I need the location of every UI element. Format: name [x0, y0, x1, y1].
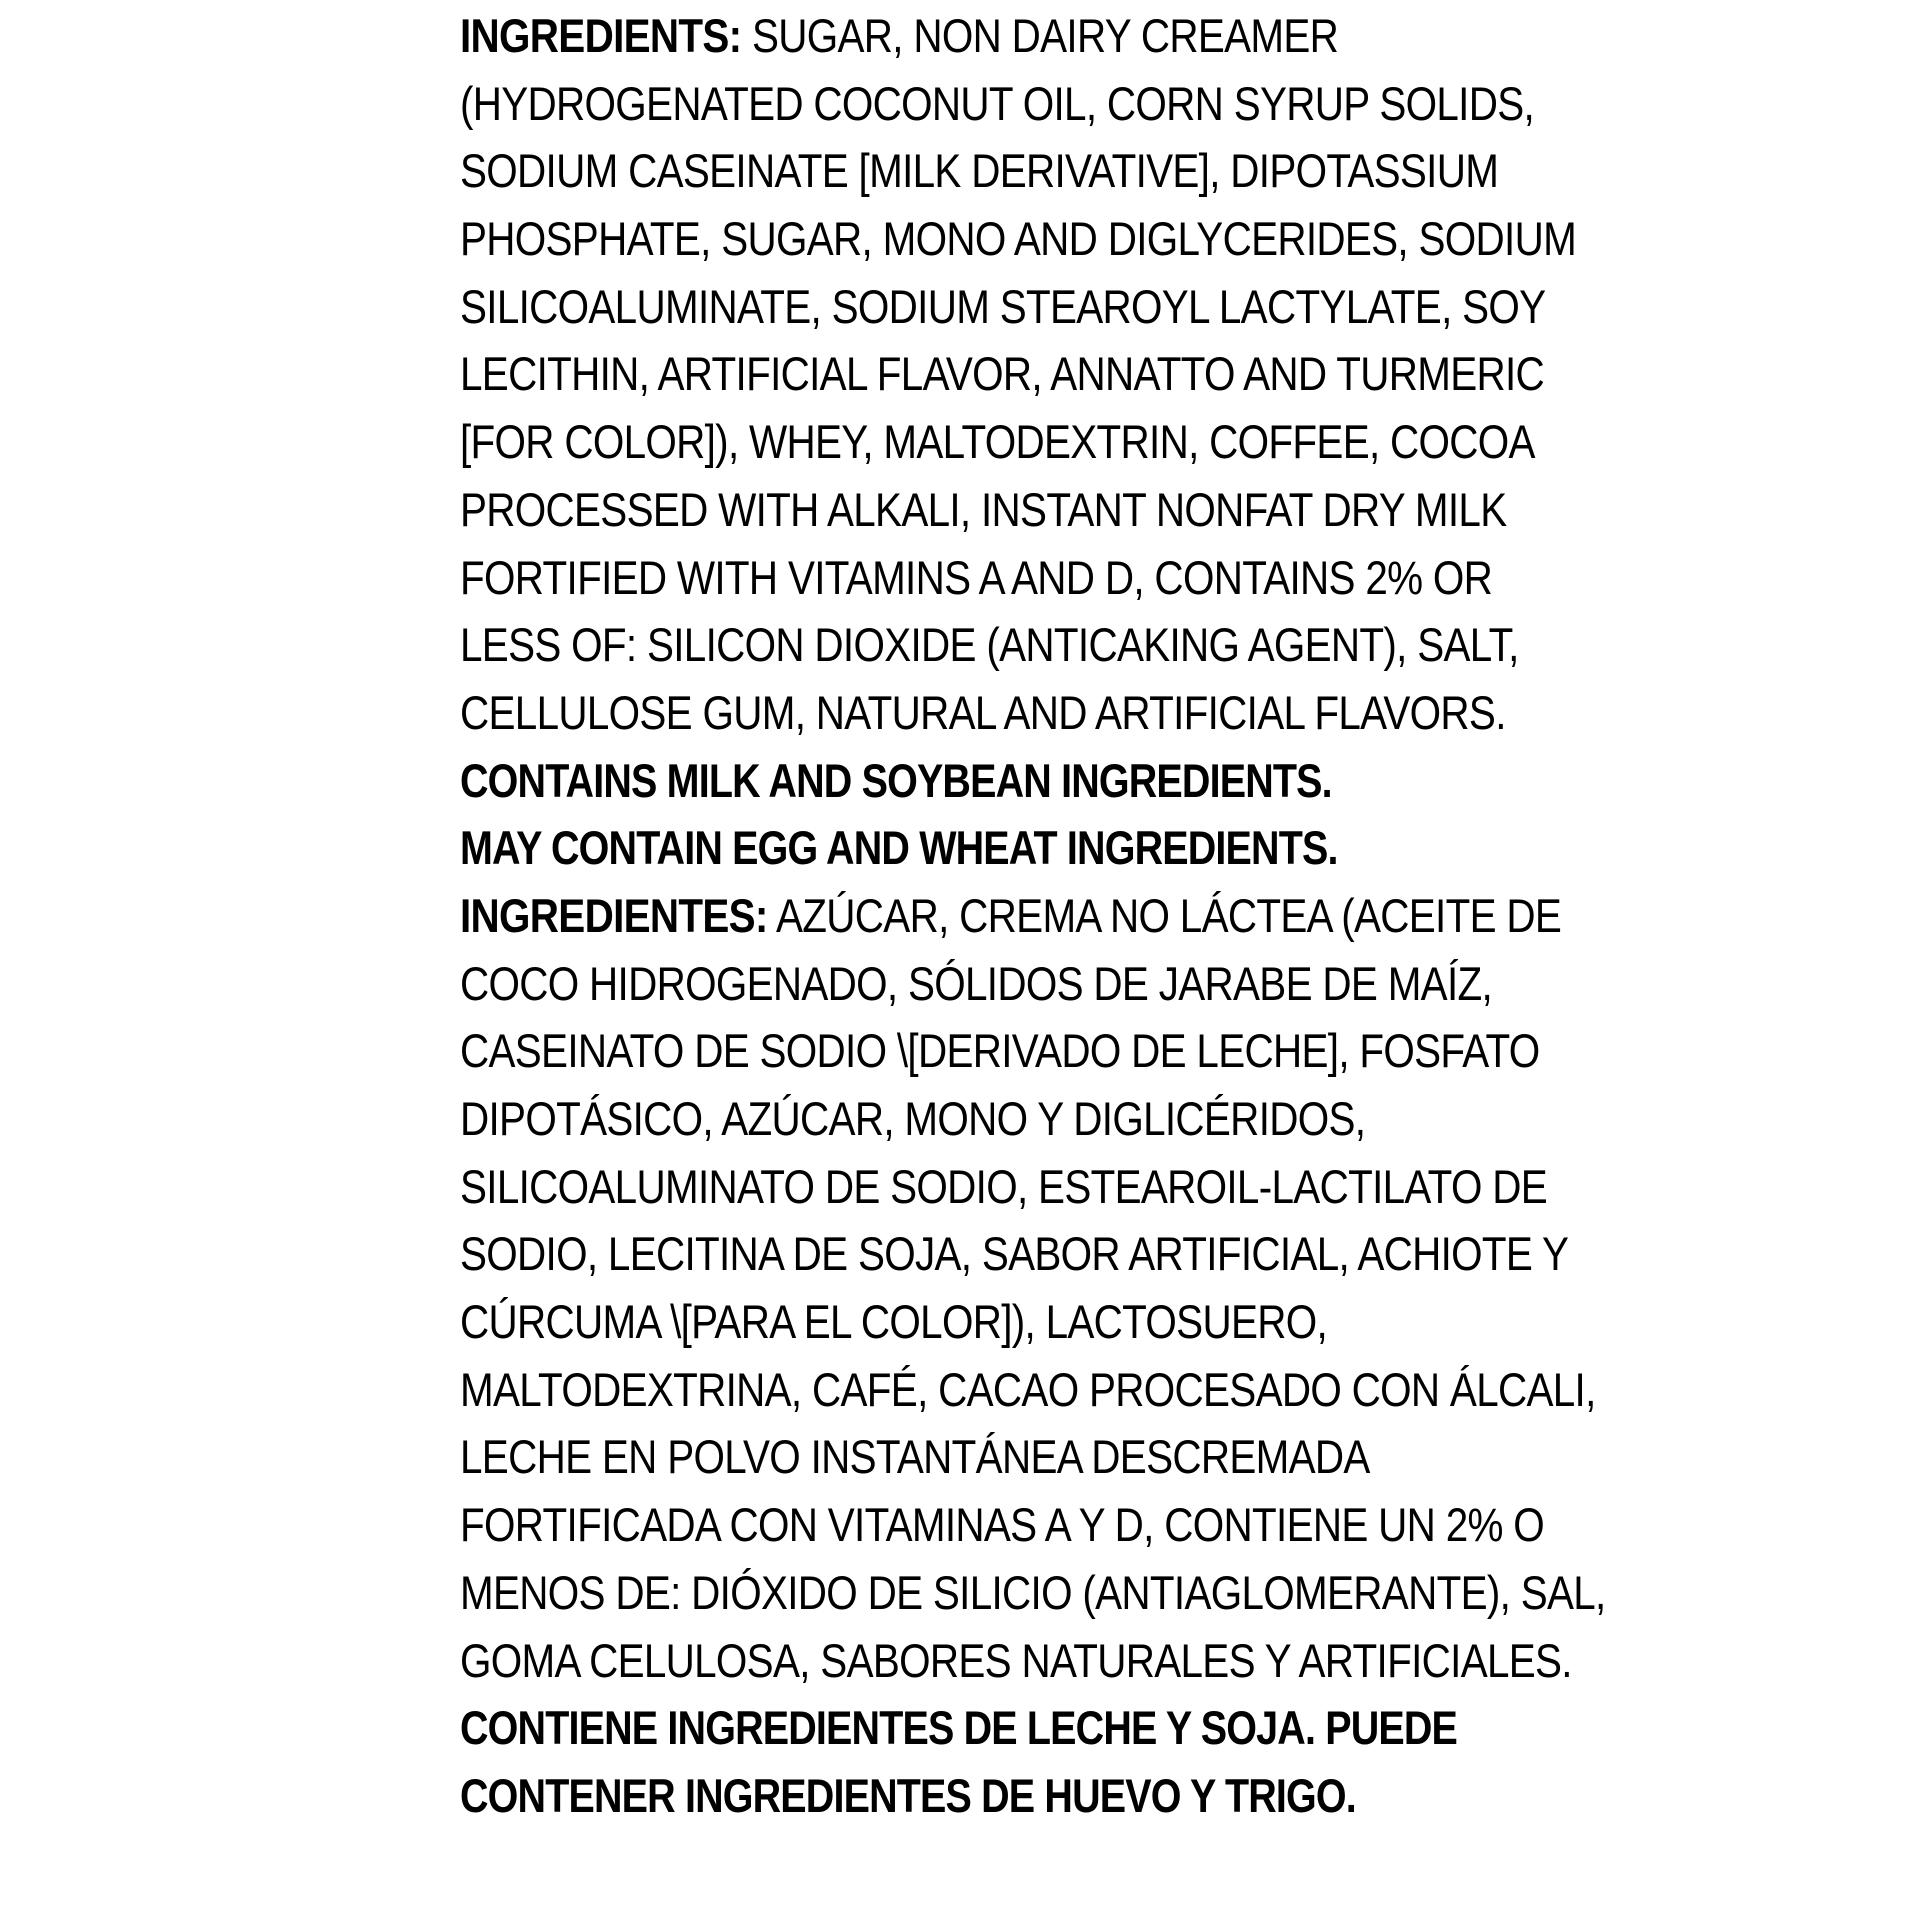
spanish-ingredients-line: SILICOALUMINATO DE SODIO, ESTEAROIL-LACTILATO DE [460, 1159, 1548, 1213]
spanish-ingredients-line: CÚRCUMA \[PARA EL COLOR]), LACTOSUERO, [460, 1295, 1328, 1349]
english-ingredients-line: SODIUM CASEINATE [MILK DERIVATIVE], DIPOTASSIUM [460, 144, 1499, 198]
spanish-ingredients-line: FORTIFICADA CON VITAMINAS A Y D, CONTIENE UN 2% O [460, 1498, 1545, 1552]
english-ingredients-line: LECITHIN, ARTIFICIAL FLAVOR, ANNATTO AND TURMERIC [460, 347, 1545, 401]
spanish-ingredients-line: MALTODEXTRINA, CAFÉ, CACAO PROCESADO CON ÁLCALI, [460, 1362, 1596, 1416]
english-ingredients-line: LESS OF: SILICON DIOXIDE (ANTICAKING AGENT), SALT, [460, 618, 1519, 672]
spanish-ingredients-line [460, 882, 1562, 950]
spanish-ingredients-line: DIPOTÁSICO, AZÚCAR, MONO Y DIGLICÉRIDOS, [460, 1092, 1366, 1145]
spanish-ingredients-line: GOMA CELULOSA, SABORES NATURALES Y ARTIFICIALES. [460, 1633, 1572, 1687]
english-ingredients-line [460, 2, 1337, 70]
english-ingredients-line: (HYDROGENATED COCONUT OIL, CORN SYRUP SOLIDS, [460, 76, 1535, 130]
english-ingredients-line: FORTIFIED WITH VITAMINS A AND D, CONTAINS 2% OR [460, 550, 1493, 604]
english-ingredients-line: PHOSPHATE, SUGAR, MONO AND DIGLYCERIDES, SODIUM [460, 212, 1577, 266]
english-allergen-statement: CONTAINS MILK AND SOYBEAN INGREDIENTS. [460, 753, 1332, 807]
spanish-allergen-statement: CONTENER INGREDIENTES DE HUEVO Y TRIGO. [460, 1768, 1356, 1822]
ingredients-label [460, 2, 1606, 1830]
english-ingredients-line: CELLULOSE GUM, NATURAL AND ARTIFICIAL FLAVORS. [460, 685, 1506, 739]
english-ingredients-text: SUGAR, NON DAIRY CREAMER [741, 9, 1339, 62]
spanish-ingredients-text: AZÚCAR, CREMA NO LÁCTEA (ACEITE DE [767, 888, 1562, 942]
spanish-ingredients-line: CASEINATO DE SODIO \[DERIVADO DE LECHE], FOSFATO [460, 1024, 1540, 1078]
spanish-ingredients-line: SODIO, LECITINA DE SOJA, SABOR ARTIFICIAL, ACHIOTE Y [460, 1227, 1569, 1281]
english-ingredients-line: PROCESSED WITH ALKALI, INSTANT NONFAT DRY MILK [460, 482, 1507, 536]
spanish-ingredients-heading: INGREDIENTES: [460, 888, 768, 942]
english-ingredients-heading: INGREDIENTS: [460, 9, 742, 62]
english-ingredients-line: SILICOALUMINATE, SODIUM STEAROYL LACTYLATE, SOY [460, 279, 1546, 333]
spanish-ingredients-line: COCO HIDROGENADO, SÓLIDOS DE JARABE DE MAÍZ, [460, 956, 1493, 1010]
english-allergen-statement: MAY CONTAIN EGG AND WHEAT INGREDIENTS. [460, 821, 1338, 875]
spanish-allergen-statement: CONTIENE INGREDIENTES DE LECHE Y SOJA. PUEDE [460, 1701, 1458, 1755]
spanish-ingredients-line: MENOS DE: DIÓXIDO DE SILICIO (ANTIAGLOMERANTE), SAL, [460, 1565, 1606, 1619]
english-ingredients-line: [FOR COLOR]), WHEY, MALTODEXTRIN, COFFEE, COCOA [460, 415, 1535, 469]
spanish-ingredients-line: LECHE EN POLVO INSTANTÁNEA DESCREMADA [460, 1430, 1370, 1484]
